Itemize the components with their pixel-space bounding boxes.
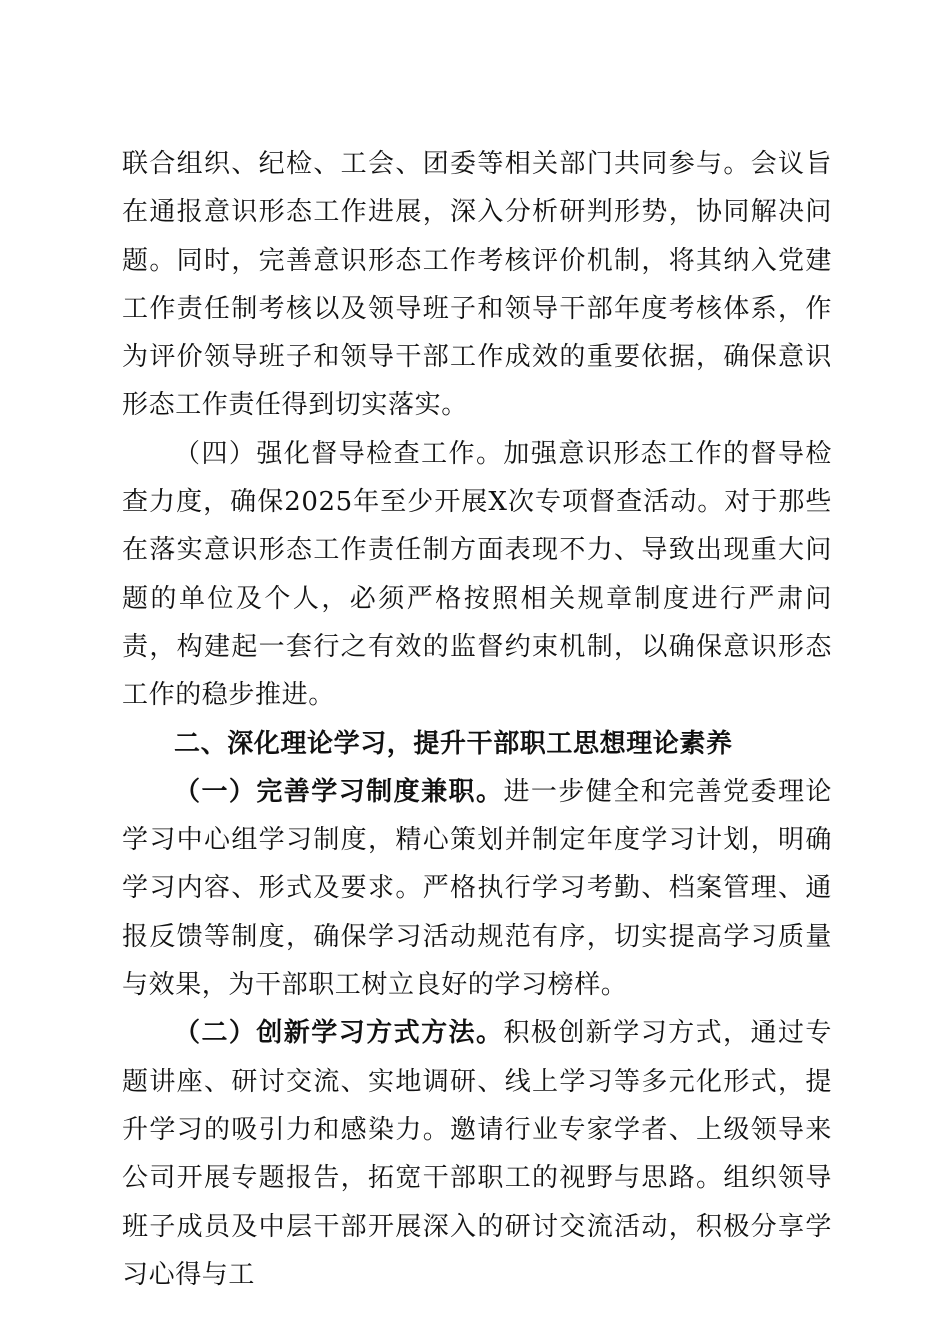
paragraph-continuation <box>122 140 832 430</box>
paragraph-lead: （二）创新学习方式方法。 <box>174 1018 504 1049</box>
section-heading <box>122 720 832 768</box>
paragraph-lead: （一）完善学习制度兼职。 <box>174 776 504 807</box>
document-body <box>122 140 832 1299</box>
paragraph-text: 积极创新学习方式，通过专题讲座、研讨交流、实地调研、线上学习等多元化形式，提升学习的吸引力和感染力。邀请行业专家学者、上级领导来公司开展专题报告，拓宽干部职工的视野与思路。组织领导班子成员及中层干部开展深入的研讨交流活动，积极分享学习心得与工 <box>122 1018 833 1290</box>
paragraph-text: 联合组织、纪检、工会、团委等相关部门共同参与。会议旨在通报意识形态工作进展，深入分析研判形势，协同解决问题。同时，完善意识形态工作考核评价机制，将其纳入党建工作责任制考核以及领导班子和领导干部年度考核体系，作为评价领导班子和领导干部工作成效的重要依据，确保意识形态工作责任得到切实落实。 <box>122 149 832 421</box>
paragraph-text: 进一步健全和完善党委理论学习中心组学习制度，精心策划并制定年度学习计划，明确学习内容、形式及要求。严格执行学习考勤、档案管理、通报反馈等制度，确保学习活动规范有序，切实提高学习质量与效果，为干部职工树立良好的学习榜样。 <box>122 776 833 1001</box>
paragraph-text: （四）强化督导检查工作。加强意识形态工作的督导检查力度，确保2025年至少开展X次专项督查活动。对于那些在落实意识形态工作责任制方面表现不力、导致出现重大问题的单位及个人，必须严格按照相关规章制度进行严肃问责，构建起一套行之有效的监督约束机制，以确保意识形态工作的稳步推进。 <box>122 438 832 711</box>
paragraph-supervision <box>122 430 832 720</box>
paragraph-study-system <box>122 768 832 1009</box>
paragraph-study-methods <box>122 1009 832 1299</box>
section-heading-text: 二、深化理论学习，提升干部职工思想理论素养 <box>174 728 733 759</box>
